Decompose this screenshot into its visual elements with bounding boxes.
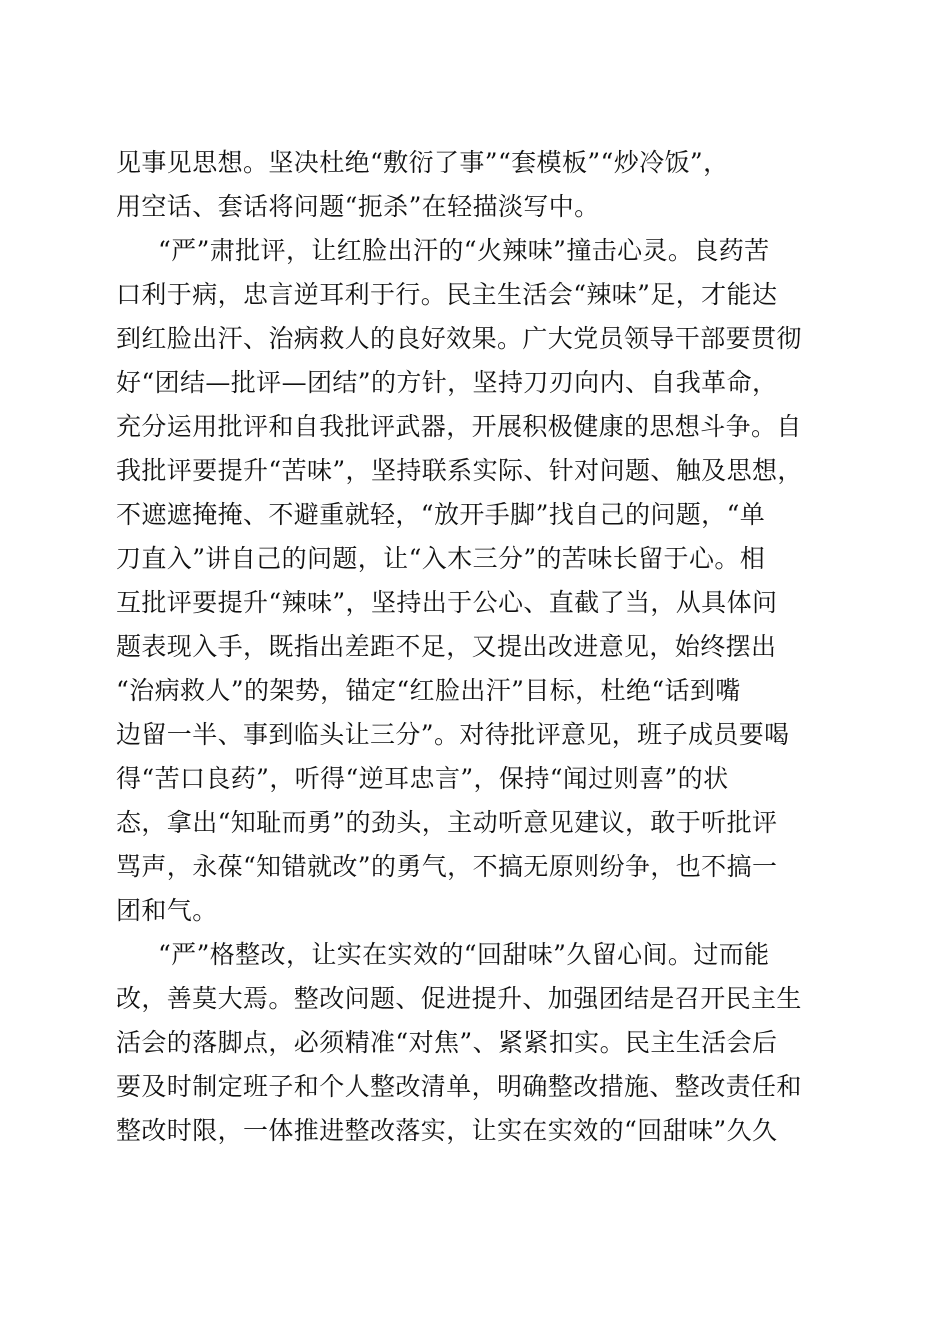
paragraph-start-line: “严”格整改，让实在实效的“回甜味”久留心间。过而能	[158, 940, 770, 969]
text-line: 用空话、套话将问题“扼杀”在轻描淡写中。	[116, 192, 600, 221]
text-line: 态，拿出“知耻而勇”的劲头，主动听意见建议，敢于听批评	[116, 808, 778, 837]
text-line: 充分运用批评和自我批评武器，开展积极健康的思想斗争。自	[116, 412, 802, 441]
text-line: 活会的落脚点，必须精准“对焦”、紧紧扣实。民主生活会后	[116, 1028, 778, 1057]
text-line: 刀直入”讲自己的问题，让“入木三分”的苦味长留于心。相	[116, 544, 766, 573]
text-line: 好“团结—批评—团结”的方针，坚持刀刃向内、自我革命，	[116, 368, 778, 397]
text-line: 边留一半、事到临头让三分”。对待批评意见，班子成员要喝	[116, 720, 790, 749]
text-line: 骂声，永葆“知错就改”的勇气，不搞无原则纷争，也不搞一	[116, 852, 778, 881]
text-line: 我批评要提升“苦味”，坚持联系实际、针对问题、触及思想，	[116, 456, 803, 485]
text-line: 见事见思想。坚决杜绝“敷衍了事”“套模板”“炒冷饭”，	[116, 148, 729, 177]
text-line: 团和气。	[116, 896, 218, 925]
text-line: 得“苦口良药”，听得“逆耳忠言”，保持“闻过则喜”的状	[116, 764, 729, 793]
text-line: 口利于病，忠言逆耳利于行。民主生活会“辣味”足，才能达	[116, 280, 778, 309]
text-line: 互批评要提升“辣味”，坚持出于公心、直截了当，从具体问	[116, 588, 778, 617]
text-line: 不遮遮掩掩、不避重就轻，“放开手脚”找自己的问题，“单	[116, 500, 766, 529]
paragraph-start-line: “严”肃批评，让红脸出汗的“火辣味”撞击心灵。良药苦	[158, 236, 770, 265]
text-line: 到红脸出汗、治病救人的良好效果。广大党员领导干部要贯彻	[116, 324, 802, 353]
text-line: 要及时制定班子和个人整改清单，明确整改措施、整改责任和	[116, 1072, 802, 1101]
text-line: 整改时限，一体推进整改落实，让实在实效的“回甜味”久久	[116, 1116, 778, 1145]
text-line: 改，善莫大焉。整改问题、促进提升、加强团结是召开民主生	[116, 984, 802, 1013]
text-line: “治病救人”的架势，锚定“红脸出汗”目标，杜绝“话到嘴	[116, 676, 741, 705]
text-line: 题表现入手，既指出差距不足，又提出改进意见，始终摆出	[116, 632, 777, 661]
